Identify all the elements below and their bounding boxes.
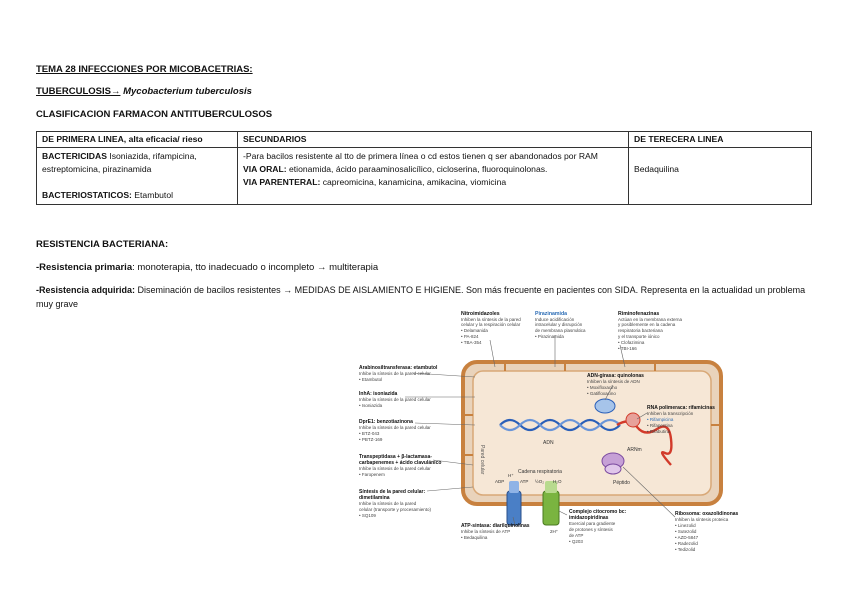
organism-name: Mycobacterium tuberculosis [123, 86, 252, 97]
svg-text:• AZD-5847: • AZD-5847 [675, 535, 699, 540]
svg-text:intracelular y disrupción: intracelular y disrupción [535, 322, 583, 327]
left-label-benzotiazinona [359, 419, 431, 442]
svg-text:de ATP: de ATP [569, 533, 584, 538]
svg-text:• Isoniazida: • Isoniazida [359, 403, 383, 408]
svg-text:• TBI-166: • TBI-166 [618, 346, 637, 351]
label-adp: ADP [495, 479, 505, 484]
tuberculosis-label: TUBERCULOSIS [36, 86, 111, 97]
svg-text:Ribosoma: oxazolidinonas: Ribosoma: oxazolidinonas [675, 511, 739, 517]
secondary-intro: -Para bacilos resistente al tto de primera línea o cd estos tienen q ser abandonados por RAM [243, 151, 598, 161]
svg-text:ATP-sintasa: diarilquinolinas: ATP-sintasa: diarilquinolinas [461, 523, 530, 529]
svg-text:Inhibe la síntesis de la pared: Inhibe la síntesis de la pared [359, 501, 417, 506]
svg-text:• PBTZ-169: • PBTZ-169 [359, 437, 383, 442]
drug-classification-table [36, 131, 812, 205]
svg-text:• Delamanida: • Delamanida [461, 328, 488, 333]
svg-text:Inhiben la síntesis de la pare: Inhiben la síntesis de la pared [461, 317, 521, 322]
left-label-etambutol [359, 365, 438, 382]
label-h: H⁺ [508, 473, 514, 478]
svg-text:Transpeptidasa + β-lactamasa-: Transpeptidasa + β-lactamasa- [359, 454, 432, 460]
svg-text:Inhiben la transcripción: Inhiben la transcripción [647, 411, 694, 416]
label-cadena: Cadena respiratoria [518, 469, 562, 475]
svg-text:Actúan en la membrana externa: Actúan en la membrana externa [618, 317, 683, 322]
oral-label: VIA ORAL: [243, 164, 287, 174]
left-label-transpeptidasa [359, 454, 441, 477]
svg-text:Arabinosiltransferasa: etambut: Arabinosiltransferasa: etambutol [359, 365, 438, 371]
label-atp: ATP [520, 479, 529, 484]
svg-text:• BTZ-043: • BTZ-043 [359, 431, 380, 436]
bacteriostaticos-drugs: Etambutol [131, 190, 174, 200]
svg-text:ADN-girasa: quinolonas: ADN-girasa: quinolonas [587, 373, 644, 379]
primary-resistance-label: -Resistencia primaria [36, 262, 133, 273]
label-h2o: H₂O [553, 479, 562, 484]
svg-text:celular (transporte y procesam: celular (transporte y procesamiento) [359, 507, 432, 512]
top-label-riminofenazinas [618, 311, 683, 351]
svg-text:• Rifapentina: • Rifapentina [647, 423, 673, 428]
svg-text:carbapenemes + ácido clavuláni: carbapenemes + ácido clavulánico [359, 460, 442, 466]
bactericidas-entry [42, 150, 232, 176]
top-label-nitroimidazoles [461, 311, 521, 345]
svg-text:• Bedaquilina: • Bedaquilina [461, 535, 488, 540]
table-header-row [37, 132, 812, 148]
parenteral-drugs: capreomicina, kanamicina, amikacina, viomicina [320, 177, 507, 187]
label-peptido: Péptido [613, 480, 630, 486]
left-label-isoniazida [359, 391, 431, 408]
acquired-resistance-text: Diseminación de bacilos resistentes → MEDIDAS DE AISLAMIENTO E HIGIENE. Son más frecuente en pacientes con SIDA. Representa en la actualidad un problema muy grave [36, 285, 806, 309]
cell-secondary [238, 148, 629, 205]
svg-text:• Pirazinamida: • Pirazinamida [535, 334, 564, 339]
svg-text:DprE1: benzotiazinona: DprE1: benzotiazinona [359, 419, 413, 425]
svg-text:Inhibe la síntesis de la pared: Inhibe la síntesis de la pared celular [359, 397, 431, 402]
left-label-pared-celular [359, 489, 432, 518]
third-line-drug: Bedaquilina [634, 164, 679, 174]
tuberculosis-heading [36, 86, 252, 97]
svg-text:de protones y síntesis: de protones y síntesis [569, 527, 613, 532]
svg-text:• PA-824: • PA-824 [461, 334, 479, 339]
cell-third-line [629, 148, 812, 205]
svg-text:• Etambutol: • Etambutol [359, 377, 383, 382]
label-pared: Pared celular [479, 445, 485, 475]
svg-text:RNA polimeraca: rifamicinas: RNA polimeraca: rifamicinas [647, 405, 715, 411]
rna-polymerase [626, 413, 640, 427]
svg-text:Inhiben la síntesis de ADN: Inhiben la síntesis de ADN [587, 379, 640, 384]
label-2h: 2H⁺ [550, 529, 559, 534]
svg-text:• Rifampicina: • Rifampicina [647, 417, 674, 422]
svg-text:• Gatifloxacino: • Gatifloxacino [587, 391, 616, 396]
svg-text:• Clofazimina: • Clofazimina [618, 340, 645, 345]
arrow-glyph: → [316, 262, 327, 273]
svg-text:• Rifabutina: • Rifabutina [647, 429, 671, 434]
svg-text:InhA: isoniazida: InhA: isoniazida [359, 391, 398, 397]
svg-text:• TBA-354: • TBA-354 [461, 340, 482, 345]
svg-text:Nitroimidazoles: Nitroimidazoles [461, 311, 500, 317]
parenteral-entry [243, 176, 623, 189]
svg-text:celular y la respiración celul: celular y la respiración celular [461, 322, 521, 327]
oral-entry [243, 163, 623, 176]
svg-text:Induce acidificación: Induce acidificación [535, 317, 575, 322]
svg-text:• Q203: • Q203 [569, 539, 583, 544]
topic-title: TEMA 28 INFECCIONES POR MICOBACETRIAS: [36, 64, 253, 75]
svg-text:dimetilamina: dimetilamina [359, 495, 390, 501]
cell-first-line [37, 148, 238, 205]
svg-text:• Moxifloxacino: • Moxifloxacino [587, 385, 618, 390]
primary-resistance [36, 262, 378, 273]
header-first-line: DE PRIMERA LINEA, alta eficacia/ rieso [37, 132, 238, 148]
svg-text:• Radezolid: • Radezolid [675, 541, 698, 546]
svg-text:y posiblemente en la cadena: y posiblemente en la cadena [618, 322, 676, 327]
mycobacterium-drug-targets-figure [355, 305, 820, 567]
svg-text:• SQ109: • SQ109 [359, 513, 376, 518]
bacteriostaticos-entry [42, 189, 232, 202]
svg-text:Complejo citocromo bc:: Complejo citocromo bc: [569, 509, 627, 515]
svg-text:de membrana plasmática: de membrana plasmática [535, 328, 586, 333]
bottom-label-diarilquinolinas [461, 523, 530, 540]
classification-heading: CLASIFICACION FARMACON ANTITUBERCULOSOS [36, 109, 273, 120]
svg-text:Inhiben la síntesis proteica: Inhiben la síntesis proteica [675, 517, 729, 522]
svg-text:Inhibe la síntesis de la pared: Inhibe la síntesis de la pared celular [359, 371, 431, 376]
header-third-line: DE TERECERA LINEA [629, 132, 812, 148]
svg-text:Pirazinamida: Pirazinamida [535, 311, 568, 317]
svg-text:Síntesis de la pared celular:: Síntesis de la pared celular: [359, 489, 426, 495]
label-adn: ADN [543, 440, 554, 446]
svg-text:• Faropenem: • Faropenem [359, 472, 385, 477]
svg-text:• Tedizolid: • Tedizolid [675, 547, 696, 552]
atp-synthase-head [509, 481, 519, 493]
svg-text:Inhibe la síntesis de ATP: Inhibe la síntesis de ATP [461, 529, 511, 534]
acquired-resistance-label: -Resistencia adquirida: [36, 285, 136, 295]
label-o2: ½O₂ [535, 479, 544, 484]
bactericidas-label: BACTERICIDAS [42, 151, 107, 161]
svg-text:Inhibe la síntesis de la pared: Inhibe la síntesis de la pared celular [359, 425, 431, 430]
svg-text:Inhibe la síntesis de la pared: Inhibe la síntesis de la pared celular [359, 466, 431, 471]
svg-text:y el transporte iónico: y el transporte iónico [618, 334, 660, 339]
bacteriostaticos-label: BACTERIOSTATICOS: [42, 190, 132, 200]
svg-text:Riminofenazinas: Riminofenazinas [618, 311, 660, 317]
table-row [37, 148, 812, 205]
label-arnm: ARNm [627, 447, 642, 453]
ribosome-small [605, 464, 621, 474]
svg-text:imidazopiridinas: imidazopiridinas [569, 515, 609, 521]
header-secondary: SECUNDARIOS [238, 132, 629, 148]
oral-drugs: etionamida, ácido paraaminosalicílico, cicloserina, fluoroquinolonas. [286, 164, 548, 174]
svg-text:• Sutezolid: • Sutezolid [675, 529, 697, 534]
bottom-label-oxazolidinonas [675, 511, 739, 552]
svg-text:• Linezolid: • Linezolid [675, 523, 696, 528]
bottom-label-cytochrome [569, 509, 627, 544]
resistance-title: RESISTENCIA BACTERIANA: [36, 239, 169, 250]
primary-resistance-end: multiterapia [326, 262, 379, 273]
bactericidas-drugs: Isoniazida, rifampicina, estreptomicina, pirazinamida [42, 151, 197, 174]
dna-gyrase [595, 399, 615, 413]
primary-resistance-text: : monoterapia, tto inadecuado o incompleto [132, 262, 315, 273]
cytochrome-complex [543, 491, 559, 525]
arrow-glyph: → [110, 86, 121, 97]
top-label-pirazinamida [535, 311, 586, 339]
svg-text:respiratoria bacteriana: respiratoria bacteriana [618, 328, 663, 333]
parenteral-label: VIA PARENTERAL: [243, 177, 321, 187]
svg-text:Exercial para gradiente: Exercial para gradiente [569, 521, 616, 526]
